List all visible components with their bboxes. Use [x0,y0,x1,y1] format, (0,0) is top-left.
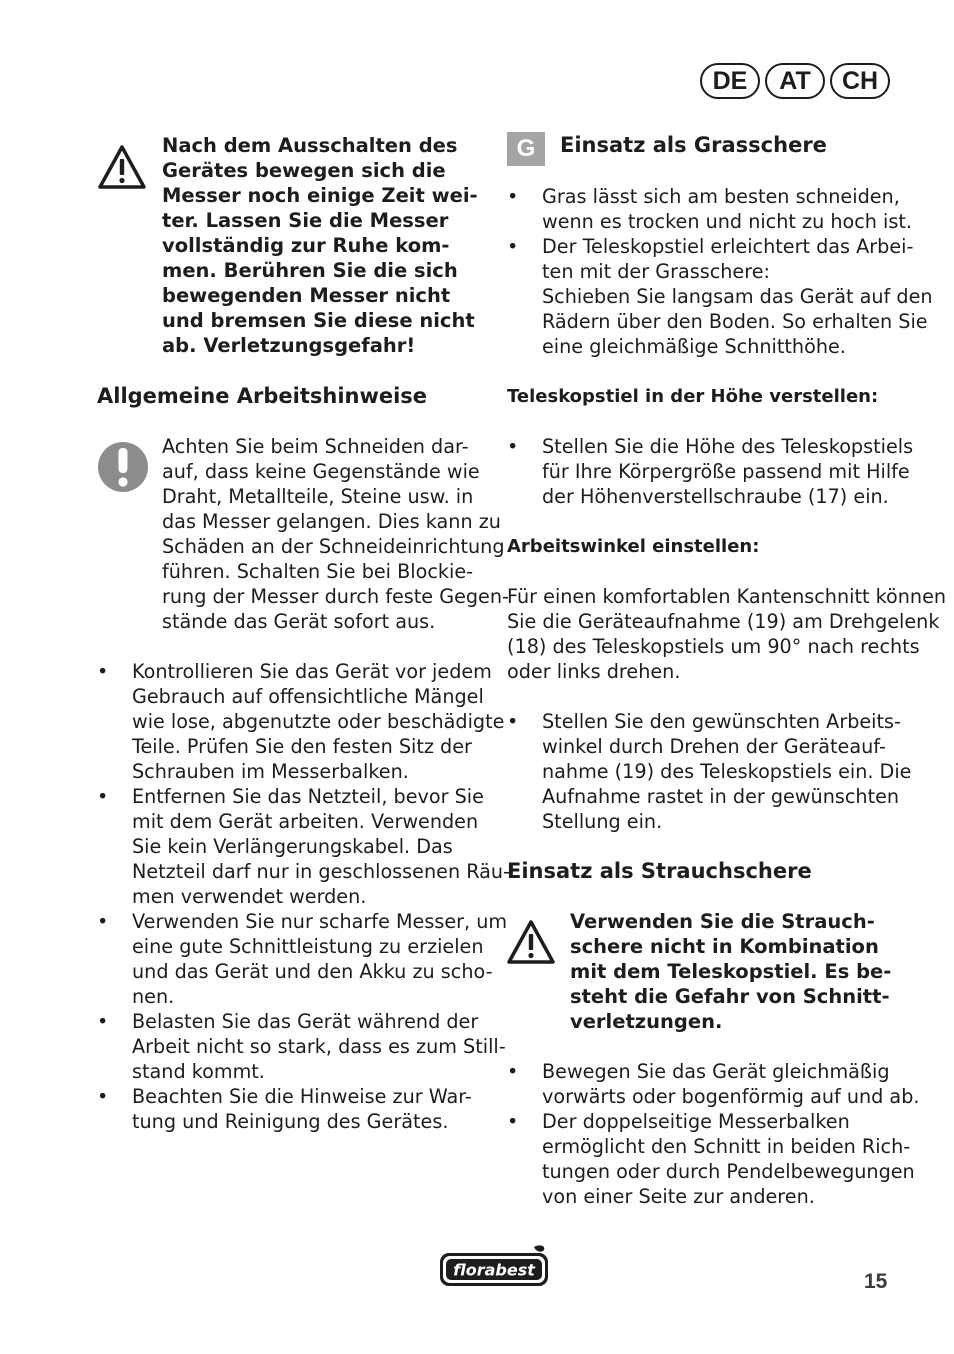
warning-triangle-icon [506,919,556,965]
subheading-height-adjust: Teleskopstiel in der Höhe verstellen: [507,386,879,407]
heading-shrub-shears: Einsatz als Strauchschere [507,859,812,883]
working-angle-list [507,709,911,834]
list-item: • Beachten Sie die Hinweise zur War- tung und Reinigung des Gerätes. [97,1085,472,1133]
list-item: • Stellen Sie den gewünschten Arbeits- winkel durch Drehen der Geräteauf- nahme (19) des Teleskopstiels ein. Die Aufnahme rastet in der gewünschten Stellung ein. [507,710,912,833]
working-angle-paragraph: Für einen komfortablen Kantenschnitt können Sie die Geräteaufnahme (19) am Drehgelenk (18) des Teleskopstiels um 90° nach rechts oder links drehen. [507,585,947,683]
list-item: • Der doppelseitige Messerbalken ermöglicht den Schnitt in beiden Rich- tungen oder durch Pendelbewegungen von einer Seite zur anderen. [507,1110,915,1208]
lang-badge-at: AT [765,63,825,99]
subheading-working-angle: Arbeitswinkel einstellen: [507,536,760,557]
list-item: • Gras lässt sich am besten schneiden, wenn es trocken und nicht zu hoch ist. [507,185,913,233]
florabest-logo [438,1244,550,1288]
grass-shears-list [507,184,933,359]
list-item: • Belasten Sie das Gerät während der Arbeit nicht so stark, dass es zum Still- stand kommt. [97,1010,506,1083]
list-item: • Entfernen Sie das Netzteil, bevor Sie mit dem Gerät arbeiten. Verwenden Sie kein Verlängerungskabel. Das Netzteil darf nur in geschlossenen Räu- men verwendet werden. [97,785,510,908]
heading-grass-shears: Einsatz als Grasschere [560,133,827,157]
shrub-shears-list [507,1059,919,1209]
list-item: • Stellen Sie die Höhe des Teleskopstiels für Ihre Körpergröße passend mit Hilfe der Höhenverstellschraube (17) ein. [507,435,914,508]
warning-triangle-icon [97,144,147,190]
exclamation-notice-icon [97,440,149,494]
logo-text: florabest [453,1260,535,1280]
warning-text-1: Nach dem Ausschalten des Gerätes bewegen sich die Messer noch einige Zeit wei- ter. Lassen Sie die Messer vollständig zur Ruhe kom- men. Berühren Sie die sich bewegenden Messer nicht und bremsen Sie diese nicht ab. Verletzungsgefahr! [162,134,478,357]
list-item: • Bewegen Sie das Gerät gleichmäßig vorwärts oder bogenförmig auf und ab. [507,1060,920,1108]
list-item: • Der Teleskopstiel erleichtert das Arbei- ten mit der Grasschere: Schieben Sie langsam das Gerät auf den Rädern über den Boden. So erhalten Sie eine gleichmäßige Schnitthöhe. [507,235,933,358]
notice-text-1: Achten Sie beim Schneiden dar- auf, dass keine Gegenstände wie Draht, Metallteile, Steine usw. in das Messer gelangen. Dies kann zu Schäden an der Schneideinrichtung führen. Schalten Sie bei Blockie- rung der Messer durch feste Gegen- stände das Gerät sofort aus. [162,435,509,633]
section-letter-badge: G [507,132,545,166]
page-number: 15 [864,1270,888,1293]
list-item: • Kontrollieren Sie das Gerät vor jedem Gebrauch auf offensichtliche Mängel wie lose, abgenutzte oder beschädigte Teile. Prüfen Sie den festen Sitz der Schrauben im Messerbalken. [97,660,505,783]
lang-badge-ch: CH [830,63,890,99]
general-instructions-list [97,659,510,1134]
warning-text-2: Verwenden Sie die Strauch- schere nicht in Kombination mit dem Teleskopstiel. Es be- steht die Gefahr von Schnitt- verletzungen. [570,910,892,1033]
height-adjust-list [507,434,913,509]
heading-general-instructions: Allgemeine Arbeitshinweise [97,384,428,408]
lang-badge-de: DE [700,63,760,99]
list-item: • Verwenden Sie nur scharfe Messer, um eine gute Schnittleistung zu erzielen und das Gerät und den Akku zu scho- nen. [97,910,508,1008]
